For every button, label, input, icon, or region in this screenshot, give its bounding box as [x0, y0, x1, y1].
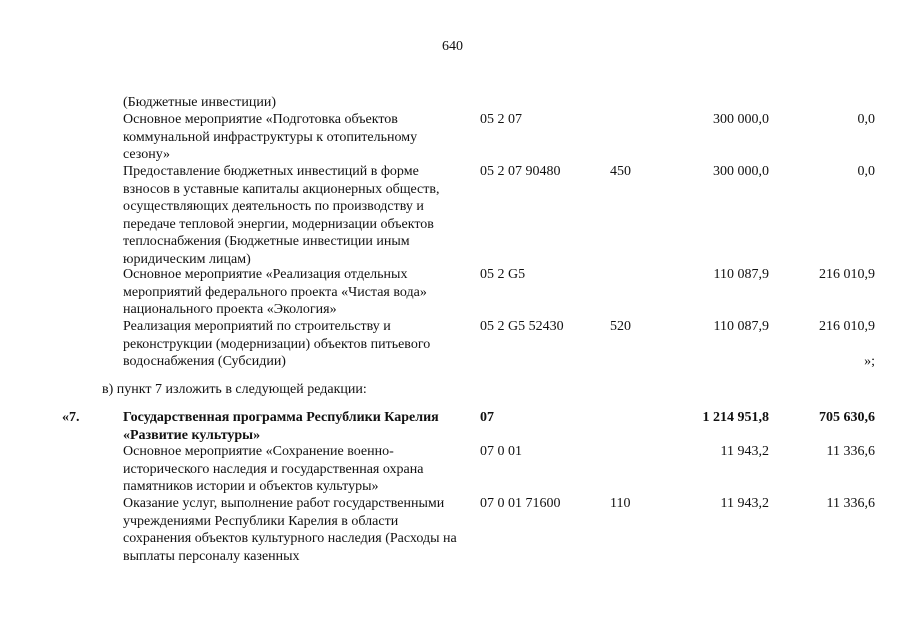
row-name: Основное мероприятие «Подготовка объектов коммунальной инфраструктуры к отопительному сезону» — [123, 112, 418, 162]
row-name: Предоставление бюджетных инвестиций в форме взносов в уставные капиталы акционерных обществ, осуществляющих деятельность по производству и передаче тепловой энергии, модернизации объектов теплоснабжения (Бюджетные инвестиции иным юридическим лицам) — [123, 164, 440, 267]
row-name: (Бюджетные инвестиции) — [123, 95, 277, 110]
row-value-2: 705 630,6 — [819, 410, 875, 425]
row-value-2: 0,0 — [857, 164, 875, 179]
row-vr: 110 — [610, 496, 631, 511]
row-code: 05 2 07 — [480, 112, 522, 127]
row-code: 07 — [480, 410, 494, 425]
row-name: Основное мероприятие «Сохранение военно-исторического наследия и государственная охрана памятников истории и объектов культуры» — [123, 444, 424, 494]
row-name: Оказание услуг, выполнение работ государственными учреждениями Республики Карелия в области сохранения объектов культурного наследия (Расходы на выплаты персоналу казенных — [123, 496, 457, 564]
row-code: 05 2 07 90480 — [480, 164, 561, 179]
row-code: 05 2 G5 — [480, 267, 526, 282]
row-value-1: 11 943,2 — [720, 444, 769, 459]
page-number: 640 — [442, 39, 463, 54]
row-name: Реализация мероприятий по строительству и реконструкции (модернизации) объектов питьевого водоснабжения (Субсидии) — [123, 319, 431, 369]
row-value-1: 1 214 951,8 — [702, 410, 769, 425]
closing-quote: »; — [864, 354, 875, 369]
row-value-1: 300 000,0 — [713, 112, 769, 127]
row-value-1: 110 087,9 — [713, 267, 769, 282]
row-value-1: 110 087,9 — [713, 319, 769, 334]
row-value-2: 11 336,6 — [826, 496, 875, 511]
row-value-2: 216 010,9 — [819, 267, 875, 282]
row-code: 05 2 G5 52430 — [480, 319, 564, 334]
row-name: Государственная программа Республики Карелия «Развитие культуры» — [123, 410, 439, 443]
row-value-2: 0,0 — [857, 112, 875, 127]
row-value-1: 11 943,2 — [720, 496, 769, 511]
row-value-2: 11 336,6 — [826, 444, 875, 459]
row-vr: 520 — [610, 319, 631, 334]
row-number: «7. — [62, 410, 80, 425]
row-value-1: 300 000,0 — [713, 164, 769, 179]
row-vr: 450 — [610, 164, 631, 179]
row-code: 07 0 01 71600 — [480, 496, 561, 511]
row-value-2: 216 010,9 — [819, 319, 875, 334]
row-code: 07 0 01 — [480, 444, 522, 459]
instruction-text: в) пункт 7 изложить в следующей редакции: — [102, 382, 367, 397]
row-name: Основное мероприятие «Реализация отдельных мероприятий федерального проекта «Чистая вода» национального проекта «Экология» — [123, 267, 427, 317]
